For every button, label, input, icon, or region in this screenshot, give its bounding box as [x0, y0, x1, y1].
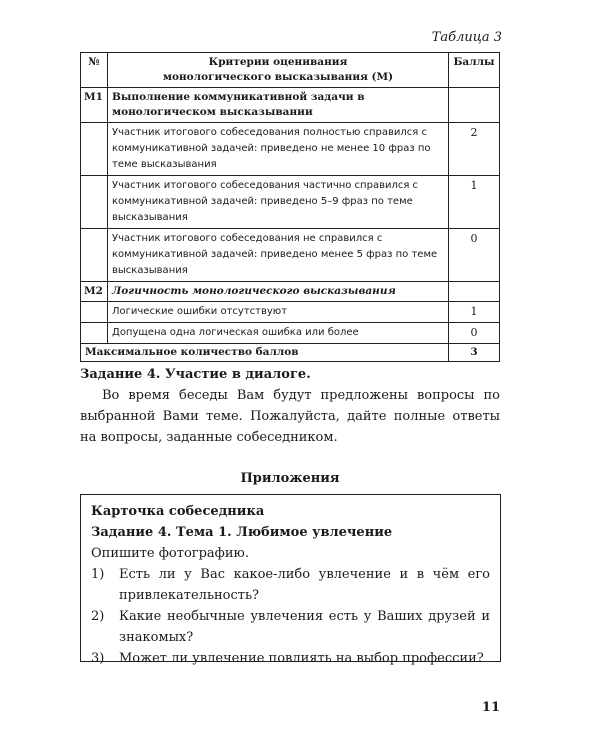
- question-number: 2): [91, 609, 105, 624]
- criterion-m1-row: [81, 88, 500, 123]
- question-text: Есть ли у Вас какое-либо увлечение и в чём его привлекательность?: [119, 567, 490, 603]
- question-text: Может ли увлечение повлиять на выбор профессии?: [119, 651, 484, 666]
- header-num: №: [81, 53, 108, 88]
- criterion-m1-title: Выполнение коммуникативной задачи в монологическом высказывании: [108, 88, 449, 123]
- table-row: [81, 229, 500, 282]
- criterion-m1-code: М1: [81, 88, 108, 123]
- criterion-m2-score-empty: [449, 282, 500, 302]
- card-task-line: Задание 4. Тема 1. Любимое увлечение: [91, 525, 393, 540]
- criteria-table: [80, 52, 500, 362]
- interlocutor-card: [80, 494, 501, 666]
- question-text: Какие необычные увлечения есть у Ваших друзей и знакомых?: [119, 609, 490, 645]
- m2-row-1-text: Логические ошибки отсутствуют: [108, 302, 449, 323]
- criterion-m2-row: [81, 282, 500, 302]
- table-row: [81, 176, 500, 229]
- row-num-empty: [81, 302, 108, 323]
- question-list: [91, 564, 490, 669]
- header-criteria-line2: монологического высказывания (М): [162, 71, 394, 83]
- card-title: Карточка собеседника: [91, 504, 265, 519]
- task4-body: Во время беседы Вам будут предложены вопросы по выбранной Вами теме. Пожалуйста, дайте полные ответы на вопросы, заданные собеседником.: [80, 388, 500, 445]
- total-row: [81, 344, 500, 362]
- question-number: 3): [91, 651, 105, 666]
- row-num-empty: [81, 323, 108, 344]
- row-num-empty: [81, 176, 108, 229]
- m1-row-3-text: Участник итогового собеседования не справился с коммуникативной задачей: приведено менее 5 фраз по теме высказывания: [108, 229, 449, 282]
- row-num-empty: [81, 229, 108, 282]
- list-item: [91, 606, 490, 648]
- criterion-m2-title: Логичность монологического высказывания: [108, 282, 449, 302]
- m2-row-1-score: 1: [449, 302, 500, 323]
- criterion-m2-code: М2: [81, 282, 108, 302]
- list-item: [91, 564, 490, 606]
- header-score: Баллы: [449, 53, 500, 88]
- m1-row-1-score: 2: [449, 123, 500, 176]
- table-row: [81, 302, 500, 323]
- m1-row-2-text: Участник итогового собеседования частично справился с коммуникативной задачей: приведено 5–9 фраз по теме высказывания: [108, 176, 449, 229]
- list-item: [91, 648, 490, 669]
- criterion-m1-score-empty: [449, 88, 500, 123]
- total-score: 3: [449, 344, 500, 362]
- card-instruction: Опишите фотографию.: [91, 546, 249, 561]
- m1-row-2-score: 1: [449, 176, 500, 229]
- question-number: 1): [91, 567, 105, 582]
- task4-section: [80, 364, 500, 448]
- table-caption: Таблица 3: [431, 30, 502, 45]
- table-row: [81, 123, 500, 176]
- row-num-empty: [81, 123, 108, 176]
- m1-row-3-score: 0: [449, 229, 500, 282]
- task4-title: Задание 4. Участие в диалоге.: [80, 367, 311, 382]
- m2-row-2-score: 0: [449, 323, 500, 344]
- total-label: Максимальное количество баллов: [81, 344, 449, 362]
- header-criteria-line1: Критерии оценивания: [208, 56, 348, 68]
- appendix-heading: Приложения: [240, 471, 340, 486]
- page-number: 11: [481, 700, 500, 715]
- m1-row-1-text: Участник итогового собеседования полностью справился с коммуникативной задачей: приведено не менее 10 фраз по теме высказывания: [108, 123, 449, 176]
- m2-row-2-text: Допущена одна логическая ошибка или более: [108, 323, 449, 344]
- table-header-row: [81, 53, 500, 88]
- table-row: [81, 323, 500, 344]
- header-criteria: [108, 53, 449, 88]
